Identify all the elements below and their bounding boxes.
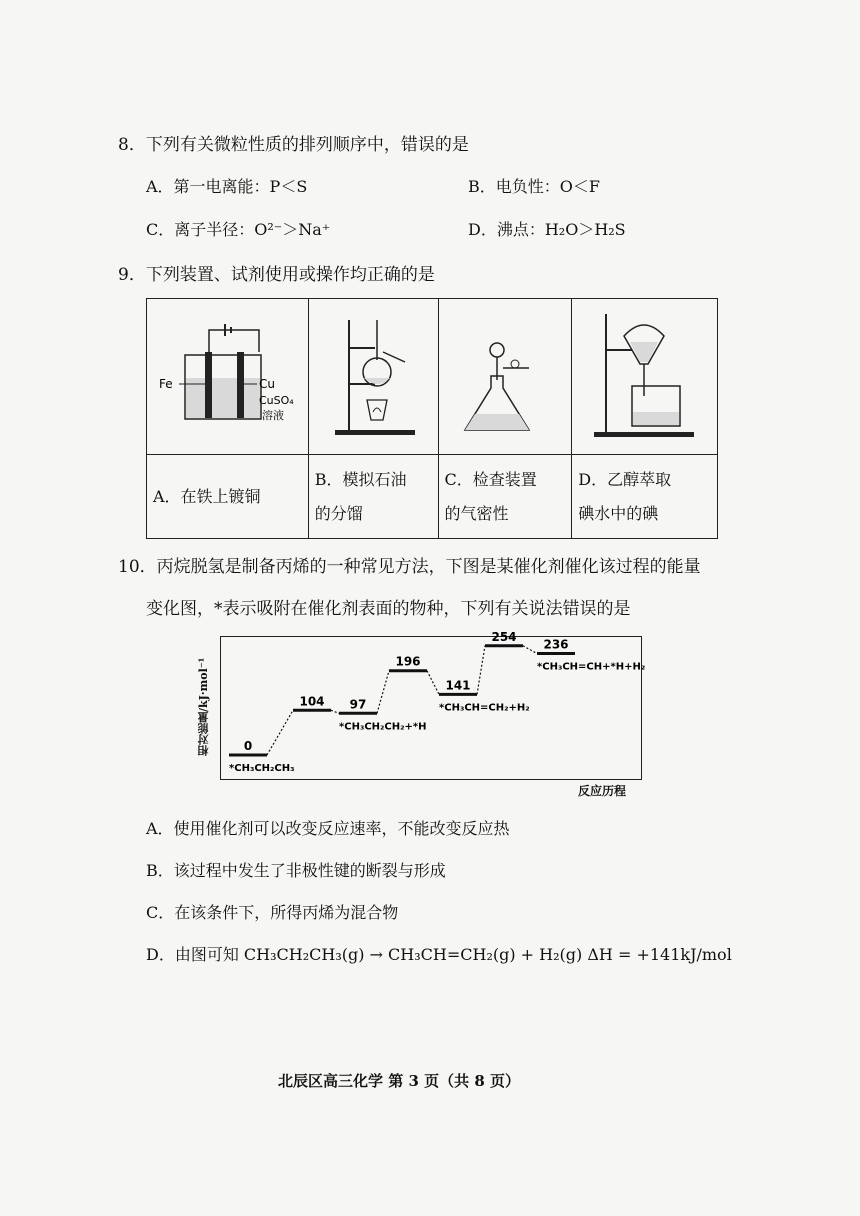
q8-stem: 8．下列有关微粒性质的排列顺序中，错误的是 [118, 135, 469, 155]
extraction-apparatus [572, 299, 718, 455]
q9-option-b: B．模拟石油 的分馏 [308, 455, 438, 539]
q9-stem: 9．下列装置、试剂使用或操作均正确的是 [118, 265, 435, 285]
q10-option-a: A．使用催化剂可以改变反应速率，不能改变反应热 [146, 819, 510, 838]
distillation-apparatus [308, 299, 438, 455]
fe-label: Fe [159, 376, 173, 391]
species-label-2: *CH₃CH₂CH₂+*H [339, 721, 427, 733]
solution-label: 溶液 [262, 408, 284, 422]
energy-value-label-6: 236 [543, 637, 569, 652]
airtightness-apparatus [438, 299, 572, 455]
electroplating-apparatus [147, 299, 309, 455]
airtightness-diagram [439, 300, 571, 450]
page-footer: 北辰区高三化学 第 3 页（共 8 页） [278, 1072, 520, 1090]
transition-connector-6 [523, 646, 537, 654]
energy-value-label-3: 196 [395, 654, 421, 669]
q10-option-d: D．由图可知 CH₃CH₂CH₃(g) → CH₃CH=CH₂(g) + H₂(g) ΔH = +141kJ/mol [146, 945, 732, 964]
q8-option-d: D．沸点：H₂O＞H₂S [468, 220, 626, 239]
transition-connector-4 [427, 671, 439, 695]
chart-ylabel: 相对能量/kJ·mol⁻¹ [197, 657, 210, 757]
q9-option-d: D．乙醇萃取 碘水中的碘 [572, 455, 718, 539]
energy-value-label-1: 104 [299, 694, 325, 709]
energy-chart-svg [221, 629, 646, 779]
q10-stem-line2: 变化图，*表示吸附在催化剂表面的物种，下列有关说法错误的是 [146, 599, 631, 619]
q8-option-a: A．第一电离能：P＜S [146, 177, 308, 196]
q9-option-a: A．在铁上镀铜 [147, 455, 309, 539]
species-label-6: *CH₃CH=CH+*H+H₂ [537, 661, 646, 673]
species-label-0: *CH₃CH₂CH₃ [229, 763, 295, 774]
chart-xlabel: 反应历程 [578, 784, 627, 798]
transition-connector-3 [377, 671, 389, 714]
cu-label: Cu [259, 376, 275, 391]
energy-value-label-5: 254 [491, 629, 517, 644]
electroplating-diagram [147, 300, 307, 450]
apparatus-table [146, 298, 718, 539]
energy-chart [220, 629, 646, 780]
q9-option-c: C．检查装置 的气密性 [438, 455, 572, 539]
extraction-diagram [572, 300, 716, 450]
energy-value-label-0: 0 [243, 739, 253, 753]
q8-option-b: B．电负性：O＜F [468, 177, 600, 196]
transition-connector-2 [331, 710, 339, 713]
distillation-diagram [309, 300, 437, 450]
q10-option-c: C．在该条件下，所得丙烯为混合物 [146, 903, 399, 922]
energy-value-label-4: 141 [445, 678, 471, 693]
q8-option-c: C．离子半径：O²⁻＞Na⁺ [146, 220, 331, 239]
cuso4-label: CuSO₄ [259, 393, 294, 407]
q10-option-b: B．该过程中发生了非极性键的断裂与形成 [146, 861, 446, 880]
transition-connector-5 [477, 646, 485, 695]
q10-stem-line1: 10．丙烷脱氢是制备丙烯的一种常见方法，下图是某催化剂催化该过程的能量 [118, 557, 701, 577]
transition-connector-1 [267, 710, 293, 755]
species-label-4: *CH₃CH=CH₂+H₂ [439, 702, 530, 714]
energy-value-label-2: 97 [349, 697, 367, 712]
